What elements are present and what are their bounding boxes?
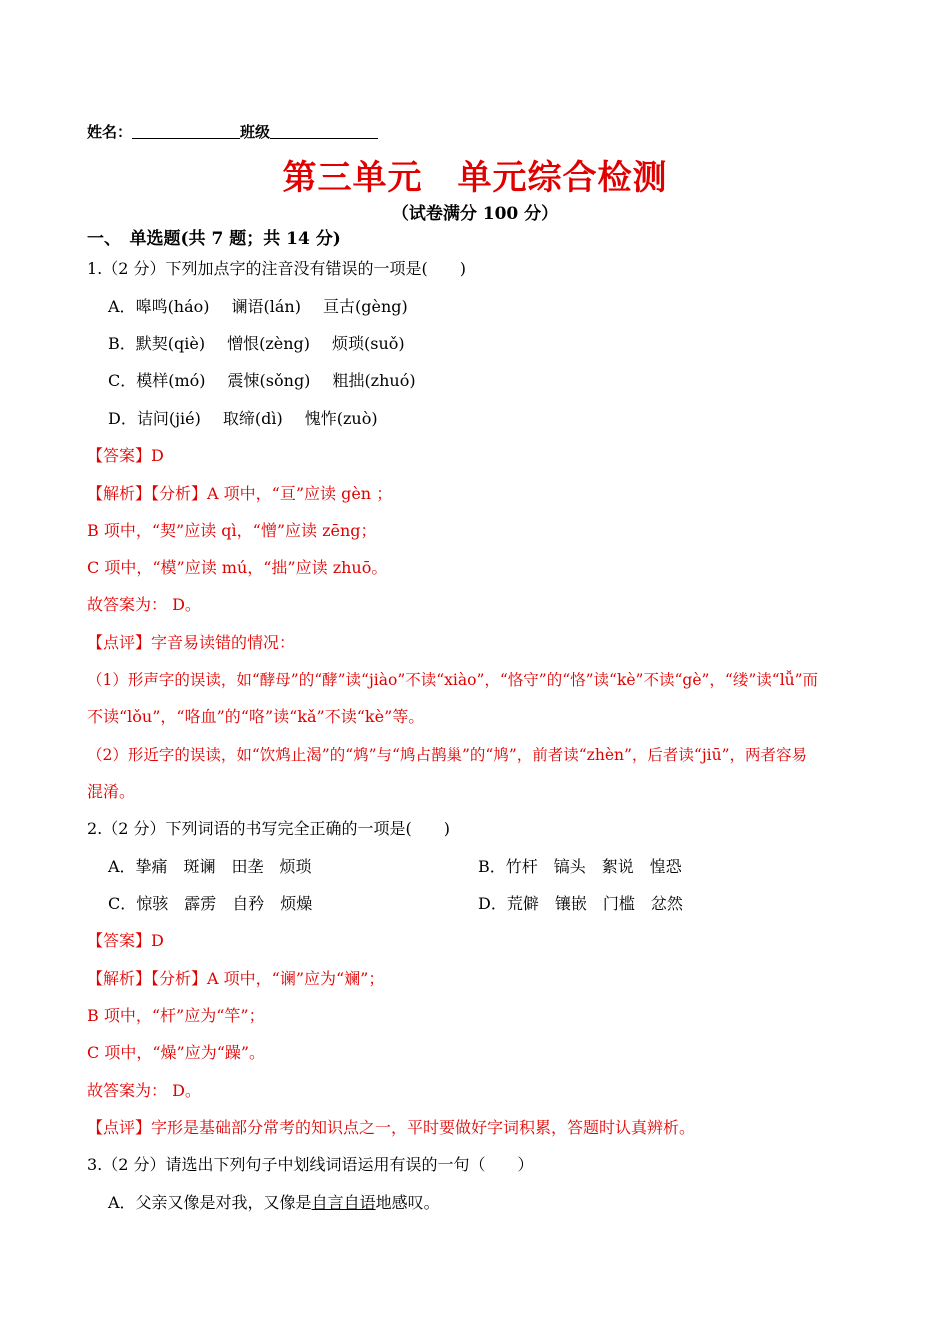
option-word: 烦琐(suǒ) bbox=[332, 334, 405, 353]
class-label: 班级 bbox=[240, 123, 271, 141]
q2-option-a: A．挚痛 斑谰 田垄 烦琐 bbox=[108, 857, 312, 876]
option-word: 模样(mó) bbox=[136, 371, 206, 390]
q2-analysis-line: B 项中，“杆”应为“竿”； bbox=[87, 1006, 265, 1025]
q1-note-line: （2）形近字的误读，如“饮鸩止渴”的“鸩”与“鸠占鹊巢”的“鸠”，前者读“zhèn”，后者读“jiū”，两者容易 bbox=[87, 746, 808, 764]
q1-note-line: 混淆。 bbox=[87, 782, 136, 801]
option-word: 粗拙(zhuó) bbox=[332, 371, 416, 390]
q1-option-d bbox=[108, 408, 400, 430]
q2-analysis-line: C 项中，“燥”应为“躁”。 bbox=[87, 1043, 266, 1062]
q2-conclusion: 故答案为： D。 bbox=[87, 1081, 201, 1100]
q2-comment: 【点评】字形是基础部分常考的知识点之一，平时要做好字词积累，答题时认真辨析。 bbox=[87, 1118, 696, 1137]
q2-stem: 2.（2 分）下列词语的书写完全正确的一项是( ) bbox=[87, 819, 451, 838]
option-word: 憎恨(zèng) bbox=[227, 334, 311, 353]
option-word: 取缔(dì) bbox=[222, 409, 283, 428]
page-title: 第三单元 单元综合检测 bbox=[282, 158, 668, 198]
q3-option-a-text: A．父亲又像是对我，又像是 bbox=[108, 1193, 312, 1212]
q1-option-c bbox=[108, 370, 438, 392]
option-word: 愧怍(zuò) bbox=[304, 409, 378, 428]
q2-option-b: B．竹杆 镐头 絮说 惶恐 bbox=[478, 857, 682, 876]
option-word: 谰语(lán) bbox=[231, 297, 301, 316]
q2-option-d: D．荒僻 镶嵌 门槛 忿然 bbox=[478, 894, 683, 913]
option-letter: C． bbox=[108, 371, 137, 390]
q1-note-line: （1）形声字的误读，如“酵母”的“酵”读“jiào”不读“xiào”，“恪守”的“恪”读“kè”不读“gè”，“缕”读“lǚ”而 bbox=[87, 671, 819, 689]
option-letter: D． bbox=[108, 409, 137, 428]
q1-analysis-line: 【解析】【分析】A 项中，“亘”应读 gèn ； bbox=[87, 484, 393, 503]
option-word: 亘古(gèng) bbox=[322, 297, 408, 316]
section-heading: 一、 单选题(共 7 题；共 14 分) bbox=[87, 229, 341, 249]
q1-conclusion: 故答案为： D。 bbox=[87, 595, 201, 614]
page-subtitle: （试卷满分 100 分） bbox=[391, 204, 559, 224]
option-word: 诘问(jié) bbox=[136, 409, 201, 428]
q1-note-line: 不读“lǒu”，“咯血”的“咯”读“kǎ”不读“kè”等。 bbox=[87, 707, 425, 726]
q3-stem: 3.（2 分）请选出下列句子中划线词语运用有误的一句（ ） bbox=[87, 1155, 534, 1174]
option-word: 默契(qiè) bbox=[135, 334, 206, 353]
q1-analysis-line: B 项中，“契”应读 qì，“憎”应读 zēng； bbox=[87, 521, 377, 540]
class-blank[interactable] bbox=[270, 122, 378, 139]
underlined-phrase: 自言自语 bbox=[311, 1193, 376, 1212]
q1-option-a bbox=[108, 296, 430, 318]
student-info-line bbox=[87, 121, 378, 143]
option-word: 震悚(sǒng) bbox=[227, 371, 311, 390]
name-blank[interactable] bbox=[132, 122, 240, 139]
q3-option-a bbox=[108, 1192, 440, 1214]
q1-comment: 【点评】字音易读错的情况： bbox=[87, 633, 296, 652]
q1-stem: 1.（2 分）下列加点字的注音没有错误的一项是( ) bbox=[87, 259, 467, 278]
q2-option-c: C．惊骇 霹雳 自矜 烦燥 bbox=[108, 894, 313, 913]
q1-analysis-line: C 项中，“模”应读 mú，“拙”应读 zhuō。 bbox=[87, 558, 388, 577]
option-word: 嗥鸣(háo) bbox=[135, 297, 210, 316]
option-letter: A． bbox=[108, 297, 136, 316]
q2-answer: 【答案】D bbox=[87, 931, 164, 950]
q3-option-a-text: 地感叹。 bbox=[375, 1193, 440, 1212]
q2-analysis-line: 【解析】【分析】A 项中，“谰”应为“斓”； bbox=[87, 969, 385, 988]
name-label: 姓名： bbox=[87, 123, 133, 141]
q1-option-b bbox=[108, 333, 427, 355]
option-letter: B． bbox=[108, 334, 136, 353]
q1-answer: 【答案】D bbox=[87, 446, 164, 465]
